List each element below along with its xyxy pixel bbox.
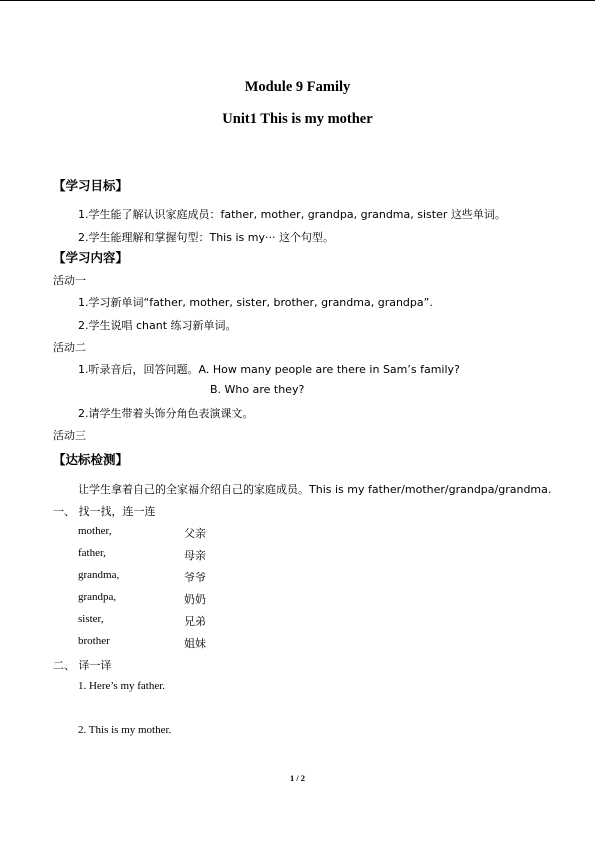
match-english-word: grandpa, xyxy=(78,591,117,603)
match-chinese-word: 奶奶 xyxy=(184,593,206,606)
section-heading-goals: 【学习目标】 xyxy=(53,178,129,193)
translate-item-2: 2. This is my mother. xyxy=(78,724,172,736)
section-heading-test: 【达标检测】 xyxy=(53,452,129,467)
match-chinese-word: 父亲 xyxy=(184,527,206,540)
page-subtitle: Unit1 This is my mother xyxy=(222,111,373,127)
match-english-word: sister, xyxy=(78,613,104,625)
match-chinese-word: 母亲 xyxy=(184,549,206,562)
activity-1-title: 活动一 xyxy=(53,274,86,287)
match-english-word: brother xyxy=(78,635,110,647)
activity-2-line-2: B. Who are they? xyxy=(210,383,305,396)
goal-line-2: 2.学生能理解和掌握句型：This is my··· 这个句型。 xyxy=(78,231,334,244)
page-title: Module 9 Family xyxy=(244,79,351,95)
match-chinese-word: 兄弟 xyxy=(184,615,206,628)
page-number: 1 / 2 xyxy=(289,773,306,783)
top-border-line xyxy=(0,0,595,1)
match-english-word: mother, xyxy=(78,525,112,537)
activity-2-title: 活动二 xyxy=(53,341,86,354)
part-1-title: 一、 找一找，连一连 xyxy=(53,505,156,518)
match-chinese-word: 姐妹 xyxy=(184,637,206,650)
match-english-word: grandma, xyxy=(78,569,120,581)
goal-line-1: 1.学生能了解认识家庭成员：father, mother, grandpa, grandma, sister 这些单词。 xyxy=(78,208,506,221)
match-chinese-word: 爷爷 xyxy=(184,571,206,584)
translate-item-1: 1. Here’s my father. xyxy=(78,680,166,692)
activity-2-line-1: 1.听录音后，回答问题。A. How many people are there in Sam’s family? xyxy=(78,363,460,376)
match-english-word: father, xyxy=(78,547,106,559)
part-2-title: 二、 译一译 xyxy=(53,659,112,672)
activity-3-title: 活动三 xyxy=(53,429,86,442)
activity-1-line-1: 1.学习新单词“father, mother, sister, brother, grandma, grandpa”. xyxy=(78,296,433,309)
test-intro: 让学生拿着自己的全家福介绍自己的家庭成员。This is my father/mother/grandpa/grandma. xyxy=(78,483,552,496)
activity-1-line-2: 2.学生说唱 chant 练习新单词。 xyxy=(78,319,237,332)
section-heading-content: 【学习内容】 xyxy=(53,250,129,265)
activity-2-line-3: 2.请学生带着头饰分角色表演课文。 xyxy=(78,407,254,420)
